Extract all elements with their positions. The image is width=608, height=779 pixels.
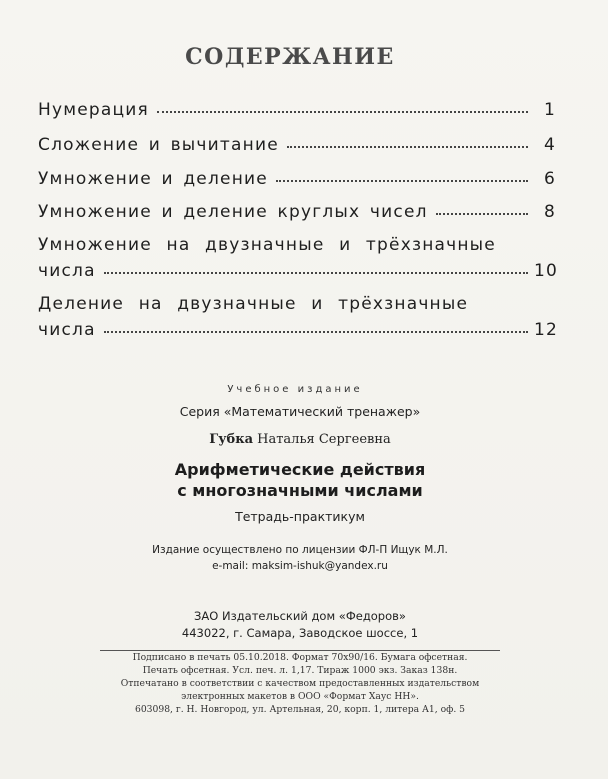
publisher-address: 443022, г. Самара, Заводское шоссе, 1: [181, 626, 419, 640]
printing-line: Печать офсетная. Усл. печ. л. 1,17. Тираж 1000 экз. Заказ 138н.: [142, 665, 458, 676]
toc-item-multiplication[interactable]: [38, 169, 556, 189]
toc-leader-dots: [157, 110, 528, 113]
contact-email[interactable]: e-mail: maksim-ishuk@yandex.ru: [212, 560, 388, 572]
book-title-line1: Арифметические действия: [174, 460, 426, 479]
toc-item-label: числа: [38, 261, 96, 281]
printing-line: электронных макетов в ООО «Формат Хаус НН».: [181, 691, 419, 702]
toc-item-multi-digit-multiplication[interactable]: [38, 261, 559, 281]
toc-item-page: 12: [534, 320, 559, 340]
publisher-name: ЗАО Издательский дом «Федоров»: [194, 609, 406, 623]
toc-item-label-line1: Деление на двузначные и трёхзначные: [38, 294, 469, 314]
toc-leader-dots: [104, 271, 528, 274]
author-surname: Губка: [209, 432, 254, 447]
printing-line: Подписано в печать 05.10.2018. Формат 70х90/16. Бумага офсетная.: [132, 652, 468, 663]
toc-item-multi-digit-division[interactable]: [38, 320, 559, 340]
toc-heading: СОДЕРЖАНИЕ: [185, 44, 395, 70]
toc-item-label: Сложение и вычитание: [38, 135, 279, 155]
toc-item-label: Умножение и деление круглых чисел: [38, 202, 428, 222]
printing-line: 603098, г. Н. Новгород, ул. Артельная, 20, корп. 1, литера А1, оф. 5: [134, 704, 466, 715]
printing-details: [100, 650, 500, 716]
series-name: Серия «Математический тренажер»: [179, 404, 421, 419]
toc-item-label: числа: [38, 320, 96, 340]
book-title-line2: с многозначными числами: [177, 481, 423, 500]
toc-item-numeration[interactable]: [38, 100, 556, 120]
toc-leader-dots: [287, 145, 528, 148]
toc-item-label: Умножение и деление: [38, 169, 268, 189]
toc-item-page: 10: [534, 261, 559, 281]
toc-item-page: 4: [543, 135, 556, 155]
toc-leader-dots: [276, 179, 528, 182]
author-given-name: Наталья Сергеевна: [257, 432, 391, 447]
toc-item-page: 1: [543, 100, 556, 120]
toc-item-page: 8: [543, 202, 556, 222]
toc-item-round-numbers[interactable]: [38, 202, 556, 222]
edition-type: Учебное издание: [227, 384, 363, 395]
toc-item-label: Нумерация: [38, 100, 149, 120]
license-note: Издание осуществлено по лицензии ФЛ-П Ищук М.Л.: [152, 544, 448, 556]
toc-item-label-line1: Умножение на двузначные и трёхзначные: [38, 235, 496, 255]
toc-leader-dots: [436, 212, 528, 215]
printing-line: Отпечатано в соответствии с качеством предоставленных издательством: [120, 678, 480, 689]
book-type: Тетрадь-практикум: [235, 509, 365, 524]
toc-leader-dots: [104, 330, 528, 333]
author: [0, 432, 600, 447]
toc-item-page: 6: [543, 169, 556, 189]
toc-item-addition[interactable]: [38, 135, 556, 155]
